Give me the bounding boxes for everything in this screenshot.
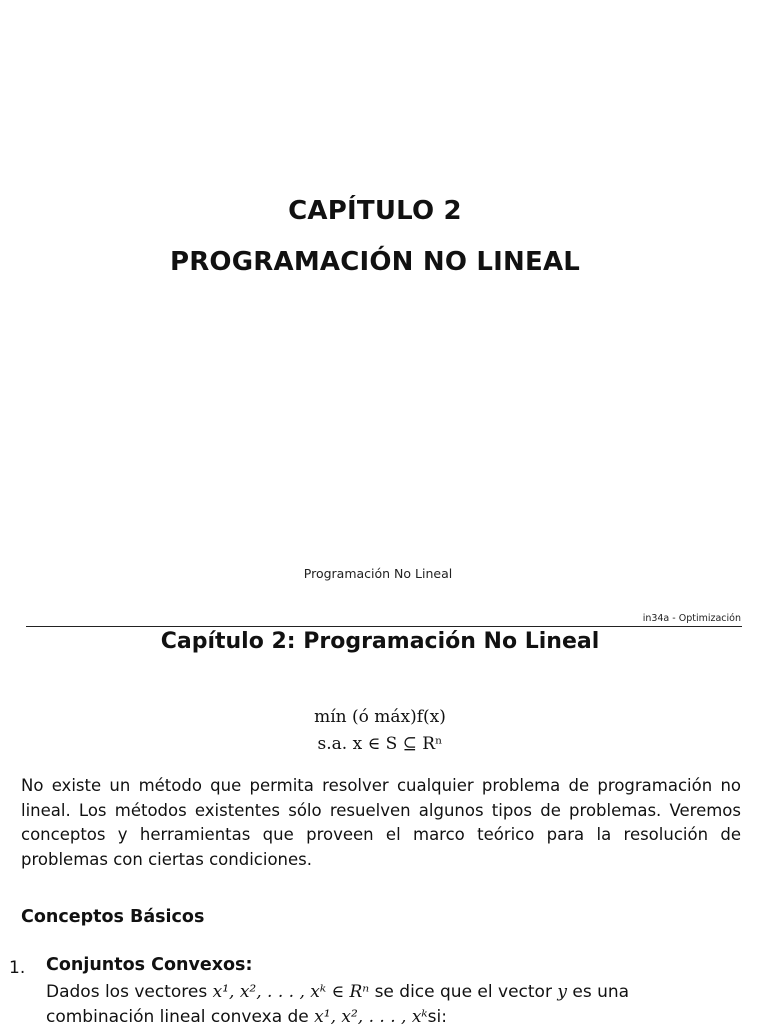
- slide-footer: Programación No Lineal: [303, 566, 453, 581]
- list-item-heading: Conjuntos Convexos:: [46, 955, 253, 975]
- vector-set-1: x¹, x², . . . , xᵏ ∈ Rⁿ: [212, 982, 370, 1002]
- body-text-3: es una combinación lineal convexa de: [46, 982, 630, 1027]
- header-rule: [26, 626, 742, 627]
- body-text-4: si:: [427, 1006, 447, 1027]
- intro-paragraph: No existe un método que permita resolver cualquier problema de programación no lineal. Los métodos existentes sólo resuelven algunos tipos de problemas. Veremos conceptos y herramientas que proveen el marco teórico para la resolución de problemas con ciertas condiciones.: [21, 776, 741, 869]
- objective-formula: mín (ó máx)f(x): [314, 707, 446, 727]
- slide-title: Capítulo 2: Programación No Lineal: [160, 629, 600, 654]
- constraint-formula: s.a. x ∈ S ⊆ Rⁿ: [317, 734, 443, 754]
- chapter-number: CAPÍTULO 2: [288, 196, 462, 226]
- body-text-1: Dados los vectores: [46, 982, 208, 1002]
- list-item-number: 1.: [9, 958, 26, 978]
- chapter-title: PROGRAMACIÓN NO LINEAL: [169, 247, 581, 277]
- body-text-2: se dice que el vector: [374, 982, 552, 1002]
- list-item-body: [46, 980, 741, 1029]
- vector-y: y: [557, 982, 567, 1002]
- vector-set-2: x¹, x², . . . , xᵏ: [314, 1006, 428, 1027]
- section-heading: Conceptos Básicos: [21, 907, 205, 927]
- course-header: in34a - Optimización: [642, 613, 741, 624]
